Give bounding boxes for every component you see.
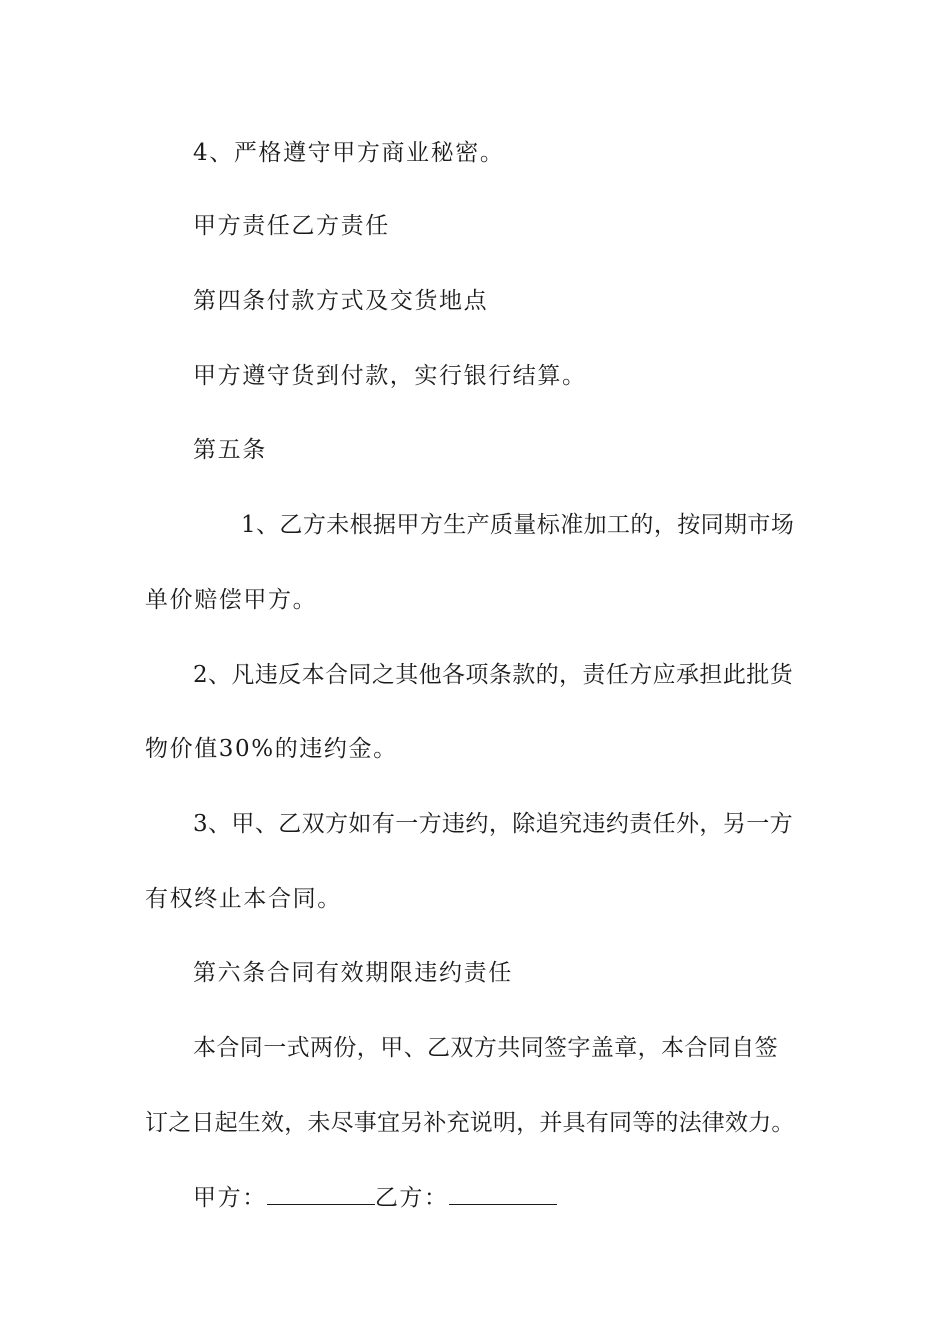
signature-line <box>145 1182 858 1213</box>
article-4-heading: 第四条付款方式及交货地点 <box>193 288 489 314</box>
responsibility-heading: 甲方责任乙方责任 <box>193 213 390 239</box>
party-a-label: 甲方： <box>193 1185 267 1211</box>
clause-3-item-4: 4、严格遵守甲方商业秘密。 <box>193 140 505 166</box>
article-5-item-2-line-2: 物价值30%的违约金。 <box>145 736 398 762</box>
party-b-label: 乙方： <box>374 1185 449 1211</box>
article-4-payment-text: 甲方遵守货到付款，实行银行结算。 <box>193 363 587 389</box>
article-6-text-line-1: 本合同一式两份，甲、乙双方共同签字盖章，本合同自签 <box>193 1035 778 1061</box>
article-6-heading: 第六条合同有效期限违约责任 <box>193 960 513 986</box>
article-5-item-3-line-1: 3、甲、乙双方如有一方违约，除追究违约责任外，另一方 <box>193 811 794 837</box>
article-5-item-1-line-2: 单价赔偿甲方。 <box>145 587 318 613</box>
article-5-item-2-line-1: 2、凡违反本合同之其他各项条款的，责任方应承担此批货 <box>193 662 794 688</box>
party-a-signature-blank[interactable] <box>267 1182 375 1205</box>
article-5-item-1-line-1: 1、乙方未根据甲方生产质量标准加工的，按同期市场 <box>241 512 795 538</box>
article-6-text-line-2: 订之日起生效，未尽事宜另补充说明，并具有同等的法律效力。 <box>145 1110 795 1136</box>
party-b-signature-blank[interactable] <box>449 1182 557 1205</box>
article-5-item-3-line-2: 有权终止本合同。 <box>145 886 342 912</box>
article-5-heading: 第五条 <box>193 437 267 463</box>
